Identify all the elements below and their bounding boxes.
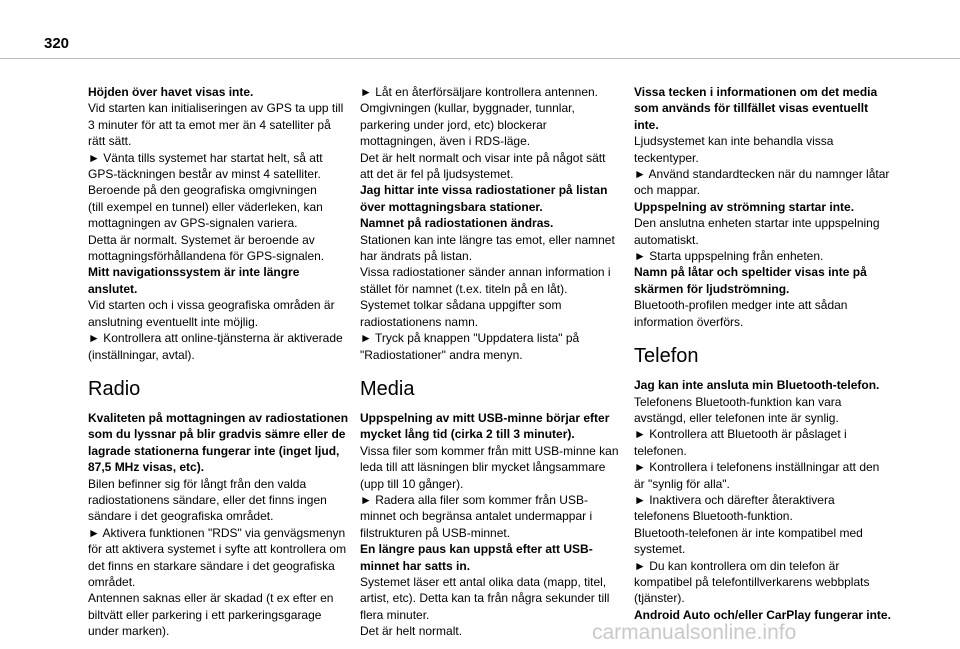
text-line: telefonens Bluetooth-funktion. — [634, 509, 793, 524]
text-line: automatiskt. — [634, 232, 699, 247]
text-line: ► Starta uppspelning från enheten. — [634, 249, 824, 264]
question-line: som används för tillfället visas eventuellt — [634, 101, 869, 116]
text-column-1 — [88, 84, 349, 640]
question-line: Uppspelning av mitt USB-minne börjar efter — [360, 410, 610, 425]
text-line: Telefonens Bluetooth-funktion kan vara — [634, 394, 842, 409]
question-line: Vissa tecken i informationen om det media — [634, 85, 878, 99]
question-line: mycket lång tid (cirka 2 till 3 minuter). — [360, 427, 575, 442]
text-line: telefonen. — [634, 443, 687, 458]
text-line: ► Inaktivera och därefter återaktivera — [634, 492, 835, 507]
question-line: Android Auto och/eller CarPlay fungerar inte. — [634, 607, 891, 622]
text-line: ► Använd standardtecken när du namnger låtar — [634, 167, 890, 182]
text-line: (till exempel en tunnel) eller väderleken, kan — [88, 199, 323, 214]
text-line: Vid starten och i vissa geografiska områden är — [88, 298, 335, 313]
text-line: avstängd, eller telefonen inte är synlig. — [634, 410, 839, 425]
text-line: stället för namnet (t.ex. titeln på en låt). — [360, 281, 568, 296]
text-line: sändare i det geografiska området. — [88, 509, 274, 524]
text-line: ► Radera alla filer som kommer från USB- — [360, 492, 588, 507]
text-line: (inställningar, avtal). — [88, 347, 195, 362]
text-line: Bilen befinner sig för långt från den valda — [88, 476, 307, 491]
text-line: Systemet läser ett antal olika data (mapp, titel, — [360, 574, 607, 589]
text-line: Stationen kan inte längre tas emot, eller namnet — [360, 232, 615, 247]
text-line: Det är helt normalt. — [360, 624, 463, 639]
text-line: Bluetooth-profilen medger inte att sådan — [634, 298, 848, 313]
question-line: inte. — [634, 117, 659, 132]
question-line: skärmen för ljudströmning. — [634, 281, 790, 296]
text-line: ► Du kan kontrollera om din telefon är — [634, 558, 840, 573]
text-line: GPS-täckningen består av minst 4 satelliter. — [88, 167, 321, 182]
question-line: minnet har satts in. — [360, 558, 471, 573]
question-line: Namn på låtar och speltider visas inte på — [634, 265, 867, 280]
text-line: Den anslutna enheten startar inte uppspelning — [634, 216, 880, 231]
text-line: (upp till 10 gånger). — [360, 476, 464, 491]
text-line: Vissa filer som kommer från mitt USB-minne kan — [360, 443, 619, 458]
text-line: ► Vänta tills systemet har startat helt, så att — [88, 150, 323, 165]
question-line: anslutet. — [88, 281, 138, 296]
text-line: Beroende på den geografiska omgivningen — [88, 183, 317, 198]
text-line: Det är helt normalt och visar inte på något sätt — [360, 150, 606, 165]
question-line: Mitt navigationssystem är inte längre — [88, 265, 300, 280]
text-line: minnet och begränsa antalet undermappar i — [360, 509, 593, 524]
text-line: Vid starten kan initialiseringen av GPS ta upp till — [88, 101, 344, 116]
question-line: lagrade stationerna fungerar inte (inget ljud, — [88, 443, 340, 458]
text-line: teckentyper. — [634, 150, 699, 165]
text-line: ► Tryck på knappen "Uppdatera lista" på — [360, 331, 580, 346]
text-line: området. — [88, 574, 136, 589]
text-line: under marken). — [88, 624, 170, 639]
text-line: rätt sätt. — [88, 134, 132, 149]
text-line: ► Låt en återförsäljare kontrollera antennen. — [360, 85, 599, 99]
text-line: systemet. — [634, 542, 686, 557]
text-line: 3 minuter för att ta emot mer än 4 satelliter på — [88, 117, 331, 132]
question-line: 87,5 MHz visas, etc). — [88, 460, 205, 475]
text-line: är "synlig för alla". — [634, 476, 730, 491]
text-line: ► Kontrollera att Bluetooth är påslaget i — [634, 427, 847, 442]
text-line: radiostationens sändare, eller det finns ingen — [88, 492, 327, 507]
text-line: radiostationens namn. — [360, 314, 479, 329]
text-line: det finns en starkare sändare i det geografiska — [88, 558, 335, 573]
text-line: (tjänster). — [634, 591, 685, 606]
text-line: Bluetooth-telefonen är inte kompatibel med — [634, 525, 863, 540]
question-line: Uppspelning av strömning startar inte. — [634, 199, 855, 214]
text-line: anslutning eventuellt inte möjlig. — [88, 314, 259, 329]
text-line: flera minuter. — [360, 607, 430, 622]
text-line: "Radiostationer" andra menyn. — [360, 347, 523, 362]
section-heading: Media — [360, 377, 415, 400]
text-line: mottagningen av GPS-signalen variera. — [88, 216, 298, 231]
text-line: kompatibel på telefontillverkarens webbplats — [634, 574, 870, 589]
text-line: och mappar. — [634, 183, 701, 198]
text-line: ► Kontrollera att online-tjänsterna är aktiverade — [88, 331, 343, 346]
page-number: 320 — [44, 35, 70, 52]
text-line: artist, etc). Detta kan ta från några sekunder till — [360, 591, 610, 606]
text-line: Vissa radiostationer sänder annan information i — [360, 265, 611, 280]
question-line: över mottagningsbara stationer. — [360, 199, 543, 214]
text-line: Antennen saknas eller är skadad (t ex efter en — [88, 591, 334, 606]
text-line: parkering under jord, etc) blockerar — [360, 117, 547, 132]
text-column-2 — [360, 84, 618, 640]
text-line: filstrukturen på USB-minnet. — [360, 525, 511, 540]
question-line: En längre paus kan uppstå efter att USB- — [360, 542, 593, 557]
text-line: mottagningen, även i RDS-läge. — [360, 134, 531, 149]
question-line: Höjden över havet visas inte. — [88, 85, 254, 99]
text-column-3 — [634, 84, 892, 623]
text-line: information överförs. — [634, 314, 744, 329]
question-line: Namnet på radiostationen ändras. — [360, 216, 554, 231]
text-line: Ljudsystemet kan inte behandla vissa — [634, 134, 834, 149]
question-line: Jag kan inte ansluta min Bluetooth-telefon. — [634, 378, 880, 393]
text-line: för att aktivera systemet i syfte att kontrollera om — [88, 542, 347, 557]
text-line: biltvätt eller parkering i ett parkeringsgarage — [88, 607, 322, 622]
watermark: carmanualsonline.info — [592, 621, 797, 644]
question-line: Kvaliteten på mottagningen av radiostationen — [88, 410, 349, 425]
text-line: Systemet tolkar sådana uppgifter som — [360, 298, 562, 313]
text-line: Omgivningen (kullar, byggnader, tunnlar, — [360, 101, 575, 116]
section-heading: Radio — [88, 377, 141, 400]
text-line: mottagningsförhållandena för GPS-signalen. — [88, 249, 325, 264]
text-line: har ändrats på listan. — [360, 249, 473, 264]
text-line: ► Kontrollera i telefonens inställningar att den — [634, 460, 880, 475]
section-heading: Telefon — [634, 345, 699, 368]
question-line: Jag hittar inte vissa radiostationer på listan — [360, 183, 608, 198]
question-line: som du lyssnar på blir gradvis sämre eller de — [88, 427, 346, 442]
text-line: Detta är normalt. Systemet är beroende av — [88, 232, 315, 247]
header-divider — [0, 58, 960, 59]
text-line: ► Aktivera funktionen "RDS" via genvägsmenyn — [88, 525, 346, 540]
text-line: att det är fel på ljudsystemet. — [360, 167, 514, 182]
text-line: leda till att läsningen blir mycket långsammare — [360, 460, 606, 475]
